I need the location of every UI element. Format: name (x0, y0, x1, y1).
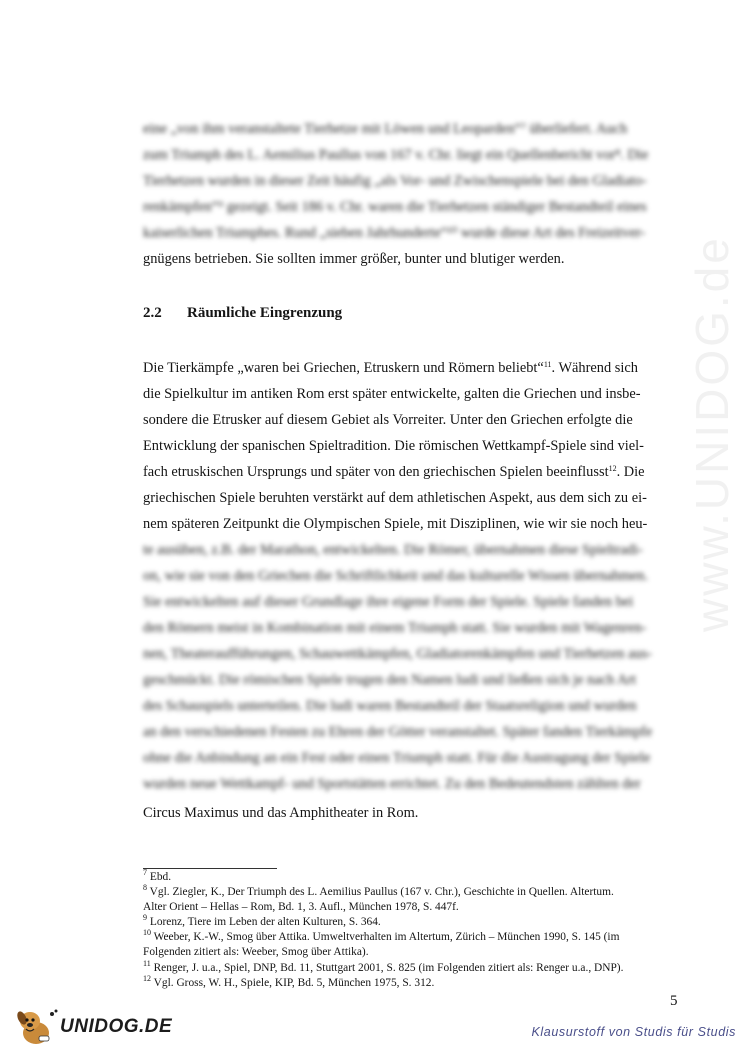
footnote-number: 9 (143, 913, 147, 923)
footnotes (143, 870, 683, 991)
footnote-number: 12 (143, 973, 151, 983)
footnote-number: 7 (143, 868, 147, 877)
body-line-text: die Spielkultur im antiken Rom erst später entwickelte, galten die Griechen und insbe- (143, 386, 641, 402)
footnote (143, 870, 683, 885)
footnote-ref: 11 (543, 360, 552, 369)
body-line (143, 485, 678, 511)
body-line-tail: . Während sich (551, 360, 638, 376)
footnote-number: 11 (143, 958, 151, 968)
footnote (143, 930, 683, 945)
footnote (143, 945, 683, 960)
footnote-text: Ebd. (149, 871, 172, 883)
top-paragraph-line: gnügens betrieben. Sie sollten immer größer, bunter und blutiger werden. (143, 251, 565, 267)
footnote-number: 8 (143, 883, 147, 893)
body-line-blurred: des Schauspiels unterteilen. Die ludi waren Bestandteil der Staatsreligion und wurden (143, 698, 637, 714)
body-line-blurred: wurden neue Wettkampf- und Sportstätten errichtet. Zu den Bedeutendsten zählten der (143, 776, 641, 792)
body-line-text: sondere die Etrusker auf diesem Gebiet als Vorreiter. Unter den Griechen erfolgte die (143, 412, 633, 428)
section-heading (143, 305, 342, 322)
body-line-text: Entwicklung der spanischen Spieltradition. Die römischen Wettkampf-Spiele sind viel- (143, 438, 644, 454)
body-line-blurred: den Römern meist in Kombination mit einem Triumph statt. Sie wurden mit Wagenren- (143, 620, 647, 636)
logo-text: UNIDOG.DE (60, 1016, 173, 1037)
dog-icon (12, 1006, 58, 1048)
footnote-text: Weeber, K.-W., Smog über Attika. Umweltverhalten im Altertum, Zürich – München 1990, S. 145 (im (153, 931, 620, 944)
footnote-text: Vgl. Ziegler, K., Der Triumph des L. Aemilius Paullus (167 v. Chr.), Geschichte in Quellen. Altertum. (149, 886, 614, 899)
page-number: 5 (670, 993, 678, 1009)
body-line (143, 459, 678, 485)
footnote (143, 900, 683, 915)
body-line (143, 511, 678, 537)
top-paragraph-line: kaiserlichen Triumphes. Rund „sieben Jahrhunderte“¹⁰ wurde diese Art des Freizeitver- (143, 225, 646, 241)
body-line (143, 433, 678, 459)
section-title: Räumliche Eingrenzung (187, 305, 343, 321)
body-line-blurred: Sie entwickelten auf dieser Grundlage ihre eigene Form der Spiele. Spiele fanden bei (143, 594, 634, 610)
body-line-text: fach etruskischen Ursprungs und später von den griechischen Spielen beeinflusst (143, 464, 609, 480)
footnote-ref: 12 (608, 464, 617, 473)
body-line-blurred: te ausüben, z.B. der Marathon, entwickelten. Die Römer, übernahmen diese Spieltradi- (143, 542, 643, 558)
body-line-blurred: ohne die Anbindung an ein Fest oder einen Triumph statt. Für die Austragung der Spiele (143, 750, 651, 766)
body-line-blurred: on, wie sie von den Griechen die Schriftlichkeit und das kulturelle Wissen übernahmen. (143, 568, 649, 584)
body-line-blurred: nen, Theateraufführungen, Schauwettkämpfen, Gladiatorenkämpfen und Tierhetzen aus- (143, 646, 652, 662)
body-line-blurred: an den verschiedenen Festen zu Ehren der Götter veranstaltet. Später fanden Tierkämpfe (143, 724, 653, 740)
footnote-text: Folgenden zitiert als: Weeber, Smog über Attika). (143, 946, 369, 959)
footnote-text: Vgl. Gross, W. H., Spiele, KIP, Bd. 5, München 1975, S. 312. (153, 976, 435, 989)
body-line-blurred: geschmückt. Die römischen Spiele trugen den Namen ludi und ließen sich je nach Art (143, 672, 637, 688)
footnote-separator (143, 868, 277, 869)
body-line-text: Die Tierkämpfe „waren bei Griechen, Etruskern und Römern beliebt“ (143, 360, 544, 376)
footnote-text: Alter Orient – Hellas – Rom, Bd. 1, 3. Aufl., München 1978, S. 447f. (143, 901, 459, 914)
unidog-logo[interactable] (12, 1006, 182, 1048)
top-paragraph-line: eine „von ihm veranstaltete Tierhetze mit Löwen und Leoparden“⁷ überliefert. Auch (143, 121, 628, 137)
body-line-text: nem späteren Zeitpunkt die Olympischen Spiele, mit Disziplinen, wie wir sie noch heu- (143, 516, 648, 532)
section-number: 2.2 (143, 305, 162, 321)
body-line-tail: . Die (616, 464, 645, 480)
watermark: www.UNIDOG.de (686, 235, 738, 632)
footnote-number: 10 (143, 928, 151, 938)
footnote-text: Renger, J. u.a., Spiel, DNP, Bd. 11, Stuttgart 2001, S. 825 (im Folgenden zitiert als: Renger u.a., DNP). (153, 961, 624, 974)
body-line (143, 381, 678, 407)
top-paragraph-line: Tierhetzen wurden in dieser Zeit häufig „als Vor- und Zwischenspiele bei den Gladiato- (143, 173, 647, 189)
footnote (143, 958, 683, 976)
top-paragraph-line: renkämpfen“⁹ gezeigt. Seit 186 v. Chr. waren die Tierhetzen ständiger Bestandteil eines (143, 199, 647, 215)
footnote (143, 915, 683, 930)
body-last-line: Circus Maximus und das Amphitheater in Rom. (143, 805, 419, 821)
body-line-text: griechischen Spiele beruhten verstärkt auf dem athletischen Aspekt, aus dem sich zu ei- (143, 490, 647, 506)
footnote-text: Lorenz, Tiere im Leben der alten Kulturen, S. 364. (149, 916, 381, 929)
body-line (143, 407, 678, 433)
tagline: Klausurstoff von Studis für Studis (531, 1025, 736, 1039)
body-line (143, 355, 678, 381)
top-paragraph-line: zum Triumph des L. Aemilius Paullus von 167 v. Chr. liegt ein Quellenbericht vor⁸. Die (143, 147, 649, 163)
footnote (143, 973, 683, 991)
footnote (143, 885, 683, 900)
